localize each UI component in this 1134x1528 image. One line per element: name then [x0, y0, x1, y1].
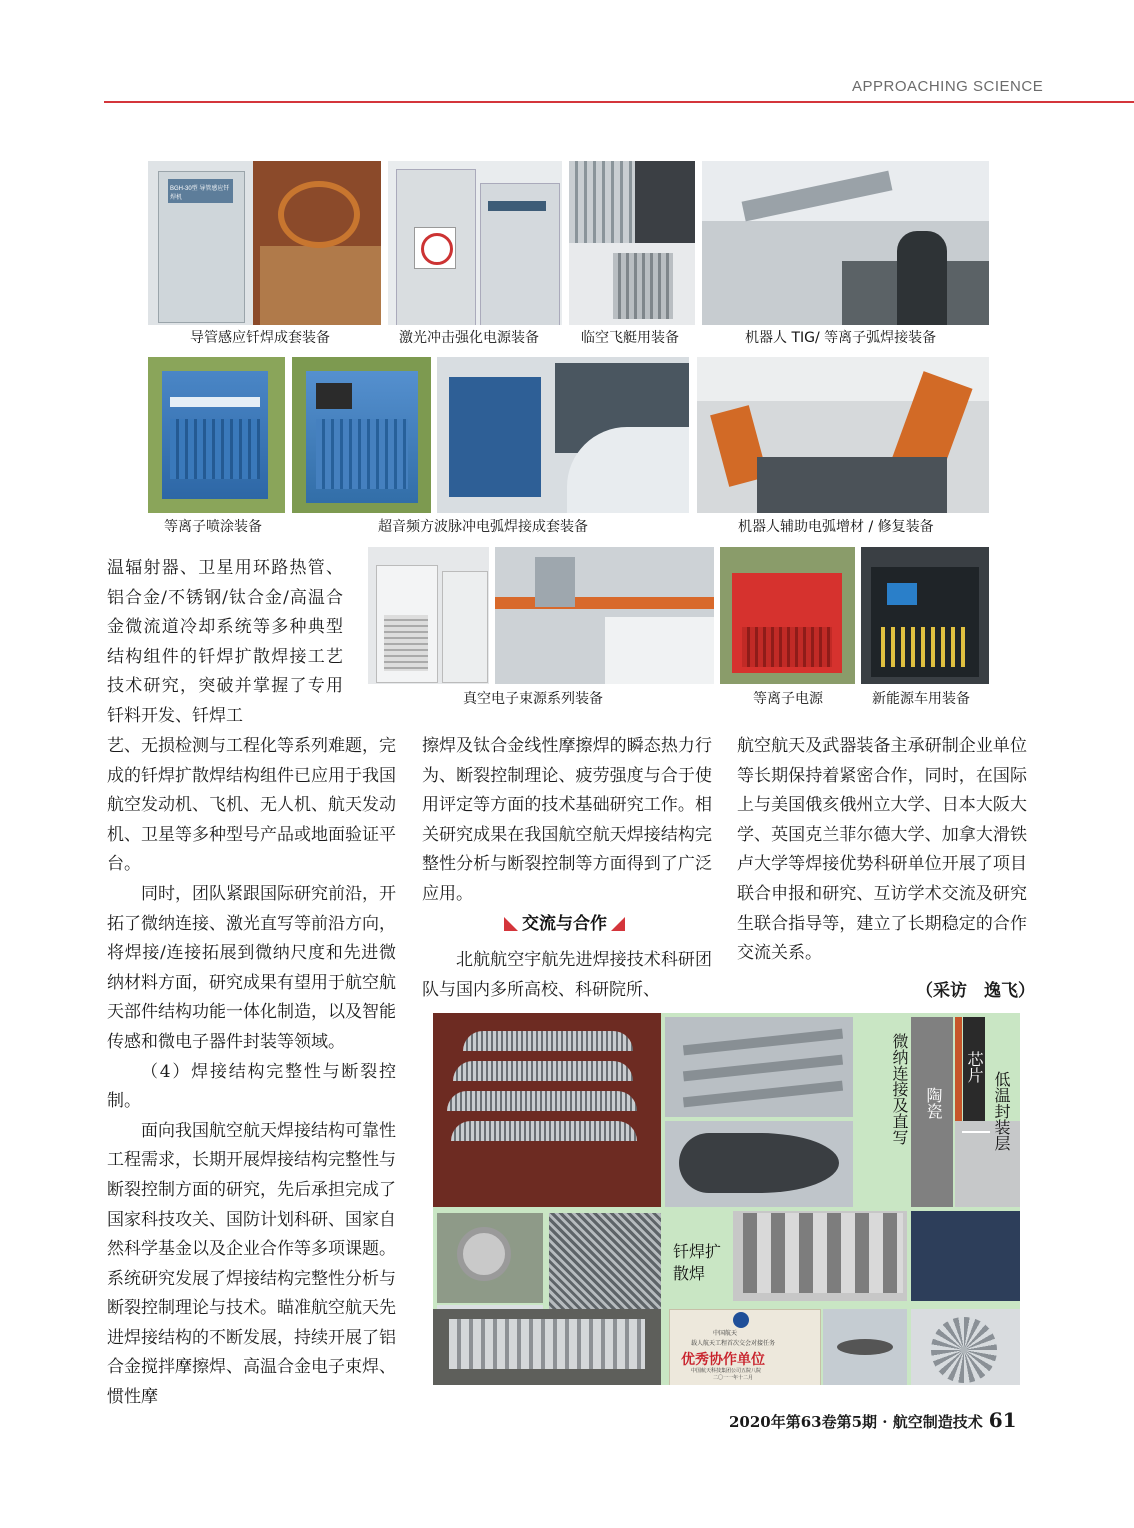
photo-plasma-power: [720, 547, 855, 684]
photo-ultrasonic-pulse-1: [292, 357, 431, 513]
label-chip: 芯片: [965, 1051, 984, 1083]
caption-ev: 新能源车用装备: [872, 691, 970, 707]
label-brazing: 钎焊扩散焊: [673, 1242, 722, 1283]
photo-airship-equipment: [569, 161, 695, 325]
caption-induction-brazing: 导管感应钎焊成套装备: [190, 330, 330, 346]
paragraph: 北航航空宇航先进焊接技术科研团队与国内多所高校、科研院所、: [422, 950, 712, 1000]
caption-robot-tig: 机器人 TIG/ 等离子弧焊接装备: [745, 330, 937, 346]
photo-ebeam-2: [495, 547, 714, 684]
photo-robot-arc-additive: [697, 357, 989, 513]
subsection-heading: （4）焊接结构完整性与断裂控制。: [107, 1061, 396, 1112]
heading-marker-left: [504, 917, 518, 931]
photo-plasma-spray: [148, 357, 285, 513]
text-column-right: [737, 732, 1027, 969]
label-ceramic: 陶瓷: [924, 1087, 943, 1119]
footer-issue: 2020年第63卷第5期 · 航空制造技术: [729, 1413, 983, 1431]
caption-laser-shock: 激光冲击强化电源装备: [399, 330, 539, 346]
label-micro-nano: 微纳连接及直写: [890, 1033, 909, 1145]
badge-line1: 载人航天工程首次交会对接任务: [691, 1340, 776, 1347]
section-header: APPROACHING SCIENCE: [852, 78, 1044, 95]
text-column-left: [107, 732, 396, 1413]
page-footer: [729, 1408, 1017, 1432]
heading-marker-right: [611, 917, 625, 931]
text-column-middle-2: [422, 946, 712, 1005]
header-rule: [104, 101, 1134, 103]
signature: （采访 逸飞）: [916, 981, 1035, 1001]
paragraph: 艺、无损检测与工程化等系列难题，完成的钎焊扩散焊结构组件已应用于我国航空发动机、飞机、无人机、航天发动机、卫星等多种型号产品或地面验证平台。: [107, 736, 396, 875]
paragraph: 航空航天及武器装备主承研制企业单位等长期保持着紧密合作，同时，在国际上与美国俄亥俄州立大学、日本大阪大学、英国克兰菲尔德大学、加拿大滑铁卢大学等焊接优势科研单位开展了项目联合申报和研究、互访学术交流及研究生联合指导等，建立了长期稳定的合作交流关系。: [737, 736, 1027, 964]
badge-org: 中国航天: [713, 1330, 738, 1337]
badge-date: 二〇一一年十二月: [713, 1375, 754, 1381]
photo-ultrasonic-pulse-2: [437, 357, 689, 513]
research-photo-panel: [433, 1013, 1020, 1385]
caption-airship: 临空飞艇用装备: [581, 330, 679, 346]
caption-plasma-spray: 等离子喷涂装备: [164, 519, 262, 535]
photo-induction-brazing: [148, 161, 381, 325]
text-column-middle: [422, 732, 712, 910]
photo-robot-tig: [702, 161, 989, 325]
paragraph: 温辐射器、卫星用环路热管、铝合金/不锈钢/钛合金/高温合金微流道冷却系统等多种典型结构组件的钎焊扩散焊接工艺技术研究，突破并掌握了专用钎料开发、钎焊工: [107, 558, 343, 726]
photo-laser-shock-power: [388, 161, 562, 325]
caption-ebeam: 真空电子束源系列装备: [463, 691, 603, 707]
page-number: 61: [988, 1408, 1017, 1432]
paragraph: 面向我国航空航天焊接结构可靠性工程需求，长期开展焊接结构完整性与断裂控制方面的研究，先后承担完成了国家科技攻关、国防计划科研、国家自然科学基金以及企业合作等多项课题。系统研究发展了焊接结构完整性分析与断裂控制理论与技术。瞄准航空航天先进焊接结构的不断发展，持续开展了铝合金搅拌摩擦焊、高温合金电子束焊、惯性摩: [107, 1120, 396, 1408]
section-title: 交流与合作: [522, 914, 607, 934]
photo-ebeam-1: [368, 547, 489, 684]
photo-ev-equipment: [861, 547, 989, 684]
badge-title: 优秀协作单位: [681, 1352, 765, 1368]
caption-plasma-power: 等离子电源: [753, 691, 823, 707]
caption-ultrasonic-pulse: 超音频方波脉冲电弧焊接成套装备: [378, 519, 588, 535]
caption-robot-additive: 机器人辅助电弧增材 / 修复装备: [738, 519, 934, 535]
paragraph: 擦焊及钛合金线性摩擦焊的瞬态热力行为、断裂控制理论、疲劳强度与合于使用评定等方面的技术基础研究工作。相关研究成果在我国航空航天焊接结构完整性分析与断裂控制等方面得到了广泛应用。: [422, 736, 712, 904]
photo-panel-label: BGH-30型 导管感应钎焊机: [170, 186, 230, 201]
section-heading-cooperation: [504, 909, 625, 934]
badge-line2: 中国航天科技集团公司五院八院: [691, 1368, 762, 1374]
label-low-temp: 低温封装层: [992, 1071, 1011, 1151]
paragraph: 同时，团队紧跟国际研究前沿，开拓了微纳连接、激光直写等前沿方向，将焊接/连接拓展到微纳尺度和先进微纳材料方面，研究成果有望用于航空航天部件结构功能一体化制造，以及智能传感和微电子器件封装等领域。: [107, 883, 396, 1052]
text-column-left-top: [107, 554, 343, 732]
